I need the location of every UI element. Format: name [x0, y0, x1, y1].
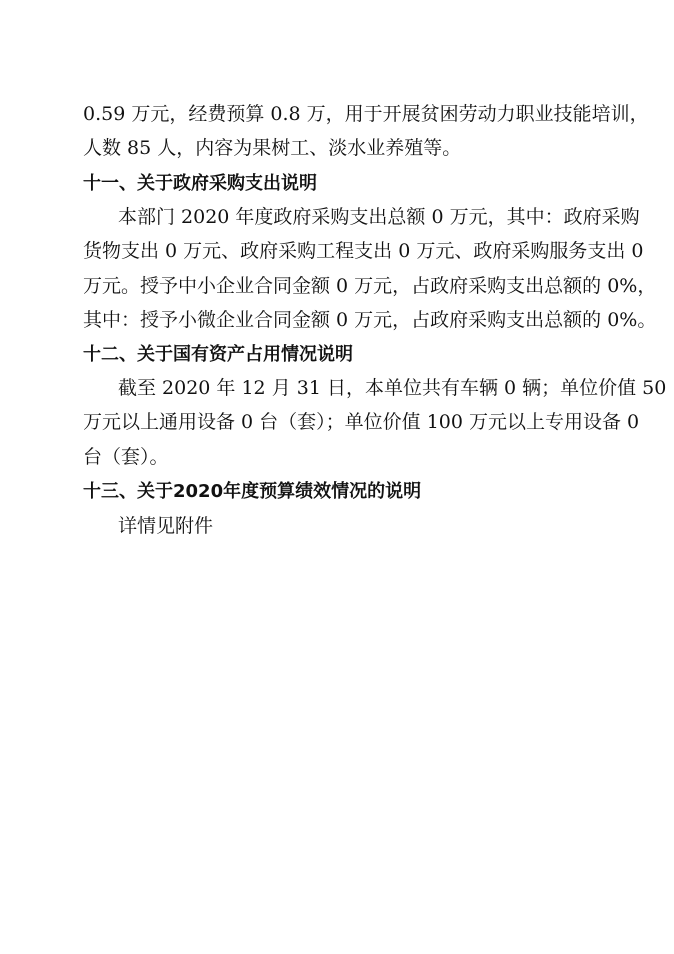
- paragraph-line: 0.59 万元，经费预算 0.8 万，用于开展贫困劳动力职业技能培训，: [83, 103, 649, 125]
- section-heading-12: 十二、关于国有资产占用情况说明: [83, 344, 353, 365]
- paragraph-line: 万元以上通用设备 0 台（套）；单位价值 100 万元以上专用设备 0: [83, 411, 640, 433]
- paragraph-line: 截至 2020 年 12 月 31 日，本单位共有车辆 0 辆；单位价值 50: [118, 377, 667, 399]
- paragraph-line: 万元。授予中小企业合同金额 0 万元，占政府采购支出总额的 0%，: [83, 275, 657, 297]
- paragraph-line: 其中：授予小微企业合同金额 0 万元，占政府采购支出总额的 0%。: [83, 309, 657, 331]
- paragraph-line: 人数 85 人，内容为果树工、淡水业养殖等。: [83, 137, 462, 159]
- paragraph-line: 详情见附件: [118, 515, 214, 537]
- paragraph-line: 货物支出 0 万元、政府采购工程支出 0 万元、政府采购服务支出 0: [83, 240, 644, 262]
- section-heading-13: 十三、关于2020年度预算绩效情况的说明: [83, 481, 422, 502]
- section-heading-11: 十一、关于政府采购支出说明: [83, 173, 317, 194]
- paragraph-line: 本部门 2020 年度政府采购支出总额 0 万元，其中：政府采购: [118, 206, 640, 228]
- paragraph-line: 台（套）。: [83, 446, 169, 468]
